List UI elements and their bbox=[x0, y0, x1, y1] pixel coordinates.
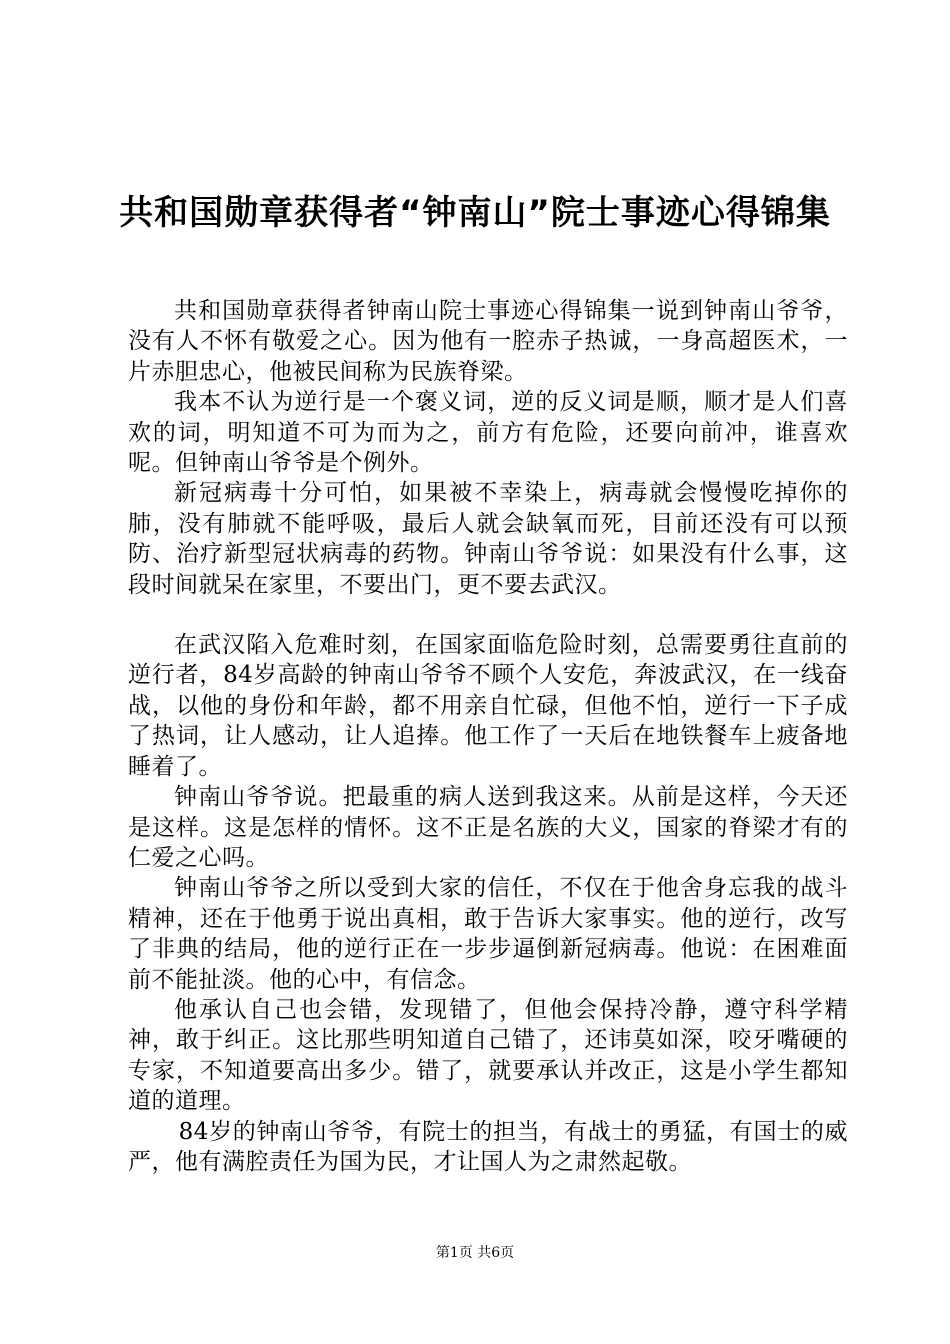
paragraph-2: 我本不认为逆行是一个褒义词，逆的反义词是顺，顺才是人们喜欢的词，明知道不可为而为之，前方有危险，还要向前冲，谁喜欢呢。但钟南山爷爷是个例外。 bbox=[128, 389, 848, 477]
document-title: 共和国勋章获得者“钟南山”院士事迹心得锦集 bbox=[119, 193, 831, 233]
paragraph-1: 共和国勋章获得者钟南山院士事迹心得锦集一说到钟南山爷爷，没有人不怀有敬爱之心。因为他有一腔赤子热诚，一身高超医术，一片赤胆忠心，他被民间称为民族脊梁。 bbox=[128, 298, 848, 385]
paragraph-3: 新冠病毒十分可怕，如果被不幸染上，病毒就会慢慢吃掉你的肺，没有肺就不能呼吸，最后人就会缺氧而死，目前还没有可以预防、治疗新型冠状病毒的药物。钟南山爷爷说：如果没有什么事，这段时间就呆在家里，不要出门，更不要去武汉。 bbox=[128, 480, 848, 598]
paragraph-7: 他承认自己也会错，发现错了，但他会保持冷静，遵守科学精神，敢于纠正。这比那些明知道自己错了，还讳莫如深，咬牙嘴硬的专家，不知道要高出多少。错了，就要承认并改正，这是小学生都知道的道理。 bbox=[128, 996, 848, 1115]
paragraph-6: 钟南山爷爷之所以受到大家的信任，不仅在于他舍身忘我的战斗精神，还在于他勇于说出真相，敢于告诉大家事实。他的逆行，改写了非典的结局，他的逆行正在一步步逼倒新冠病毒。他说：在困难面前不能扯淡。他的心中，有信念。 bbox=[128, 875, 848, 993]
paragraph-4: 在武汉陷入危难时刻，在国家面临危险时刻，总需要勇往直前的逆行者，84岁高龄的钟南山爷爷不顾个人安危，奔波武汉，在一线奋战，以他的身份和年龄，都不用亲自忙碌，但他不怕，逆行一下子成了热词，让人感动，让人追捧。他工作了一天后在地铁餐车上疲备地睡着了。 bbox=[128, 632, 848, 780]
document-body bbox=[128, 296, 848, 1177]
paragraph-8: 84岁的钟南山爷爷，有院士的担当，有战士的勇猛，有国士的威严，他有满腔责任为国为民，才让国人为之肃然起敬。 bbox=[128, 1118, 848, 1175]
page-footer: 第1页 共6页 bbox=[435, 1245, 515, 1261]
paragraph-5: 钟南山爷爷说。把最重的病人送到我这来。从前是这样，今天还是这样。这是怎样的情怀。这不正是名族的大义，国家的脊梁才有的仁爱之心吗。 bbox=[128, 784, 848, 871]
